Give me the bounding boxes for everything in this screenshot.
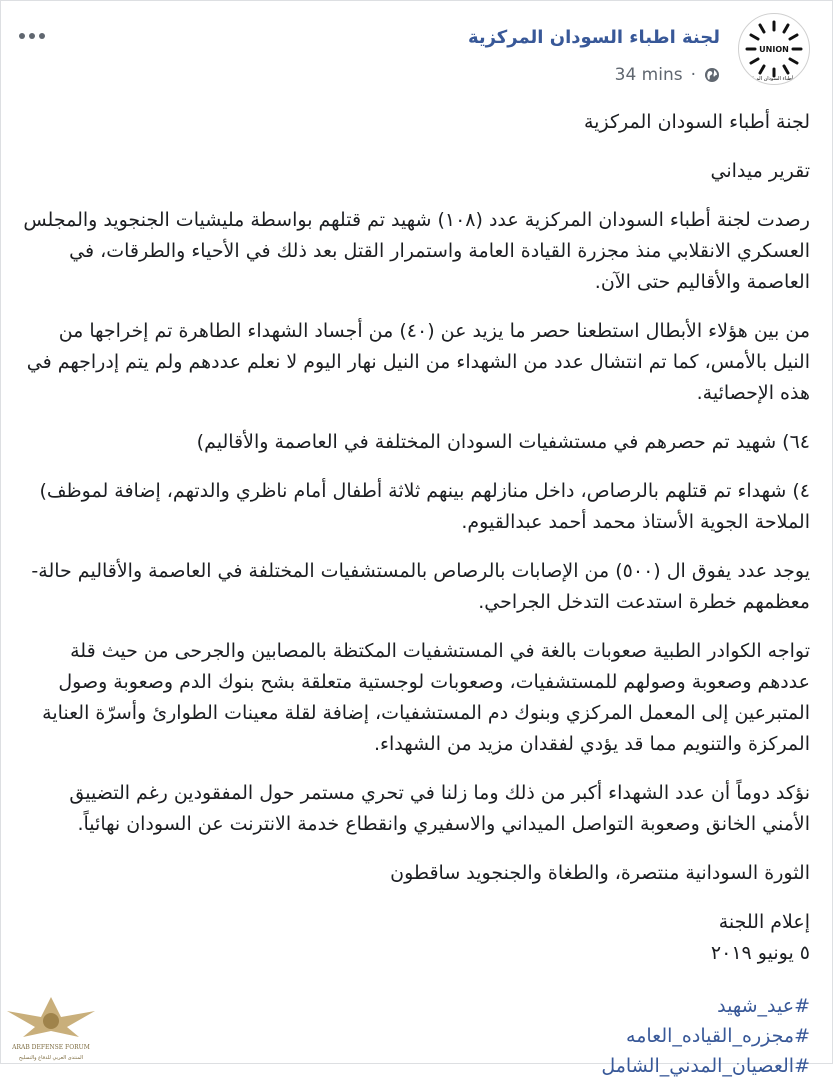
post-paragraph: ٦٤) شهيد تم حصرهم في مستشفيات السودان المختلفة في العاصمة والأقاليم)	[196, 431, 810, 453]
more-options-button[interactable]	[19, 33, 45, 39]
hashtag-list	[19, 991, 810, 1081]
avatar-caption: لجنة أطباء السودان المركزية	[744, 76, 804, 82]
avatar-text: UNION	[759, 45, 789, 54]
globe-icon[interactable]	[704, 67, 720, 83]
more-dot-icon	[19, 33, 25, 39]
hashtag-link[interactable]: #العصيان_المدني_الشامل	[601, 1055, 810, 1077]
post-paragraph: الثورة السودانية منتصرة، والطغاة والجنجويد ساقطون	[390, 862, 810, 884]
post-paragraph: تواجه الكوادر الطبية صعوبات بالغة في المستشفيات المكتظة بالمصابين والجرحى من حيث قلة عددهم وصعوبة وصولهم للمستشفيات، وصعوبات لوجستية متعلقة بشح بنوك الدم وصعوبة وصول المتبرعين إلى المعمل المركزي وبنوك دم المستشفيات، إضافة لقلة معينات الطوارئ وأسرّة العناية المركزة والتنويم مما قد يؤدي لفقدان مزيد من الشهداء.	[42, 640, 810, 755]
post-timestamp[interactable]: 34 mins	[614, 65, 683, 85]
union-logo-icon	[739, 14, 809, 84]
arab-defense-forum-watermark	[1, 991, 101, 1065]
post-date: ٥ يونيو ٢٠١٩	[710, 942, 810, 964]
page-avatar[interactable]	[738, 13, 810, 85]
more-dot-icon	[39, 33, 45, 39]
more-dot-icon	[29, 33, 35, 39]
post-subheading: تقرير ميداني	[710, 160, 810, 182]
post-header	[1, 13, 832, 93]
hashtag-link[interactable]: #عيد_شهيد	[717, 995, 810, 1017]
watermark-line-2: المنتدى العربي للدفاع والتسليح	[18, 1055, 84, 1061]
post-paragraph: ٤) شهداء تم قتلهم بالرصاص، داخل منازلهم بينهم ثلاثة أطفال أمام ناظري والدتهم، إضافة لموظف) الملاحة الجوية الأستاذ محمد أحمد عبدالقيوم.	[39, 480, 810, 533]
post-paragraph: نؤكد دوماً أن عدد الشهداء أكبر من ذلك وما زلنا في تحري مستمر حول المفقودين رغم التضييق الأمني الخانق وصعوبة التواصل الميداني والاسفيري وانقطاع خدمة الانترنت عن السودان نهائياً.	[69, 782, 810, 835]
post-paragraph: يوجد عدد يفوق ال (٥٠٠) من الإصابات بالرصاص بالمستشفيات المختلفة في العاصمة والأقاليم حالة- معظمهم خطرة استدعت التدخل الجراحي.	[31, 560, 810, 613]
watermark-line-1: ARAB DEFENSE FORUM	[12, 1044, 90, 1051]
page-name-link[interactable]: لجنة اطباء السودان المركزية	[467, 27, 720, 48]
post-paragraph: رصدت لجنة أطباء السودان المركزية عدد (١٠٨) شهيد تم قتلهم بواسطة مليشيات الجنجويد والمجلس العسكري الانقلابي منذ مجزرة القيادة العامة واستمرار القتل بعد ذلك في الأحياء والطرقات، في العاصمة والأقاليم حتى الآن.	[23, 209, 810, 293]
hashtag-link[interactable]: #مجزره_القياده_العامه	[626, 1025, 810, 1047]
post-heading: لجنة أطباء السودان المركزية	[583, 111, 810, 133]
post-signature: إعلام اللجنة	[718, 911, 810, 933]
post-paragraph: من بين هؤلاء الأبطال استطعنا حصر ما يزيد عن (٤٠) من أجساد الشهداء الطاهرة تم إخراجها من النيل بالأمس، كما تم انتشال عدد من الشهداء من النيل نهار اليوم لا نعلم عددهم ولم يتم إدراجهم في هذه الإحصائية.	[26, 320, 810, 404]
post-meta	[615, 65, 720, 85]
dot-separator: ·	[690, 65, 696, 85]
post-body	[19, 101, 810, 1081]
